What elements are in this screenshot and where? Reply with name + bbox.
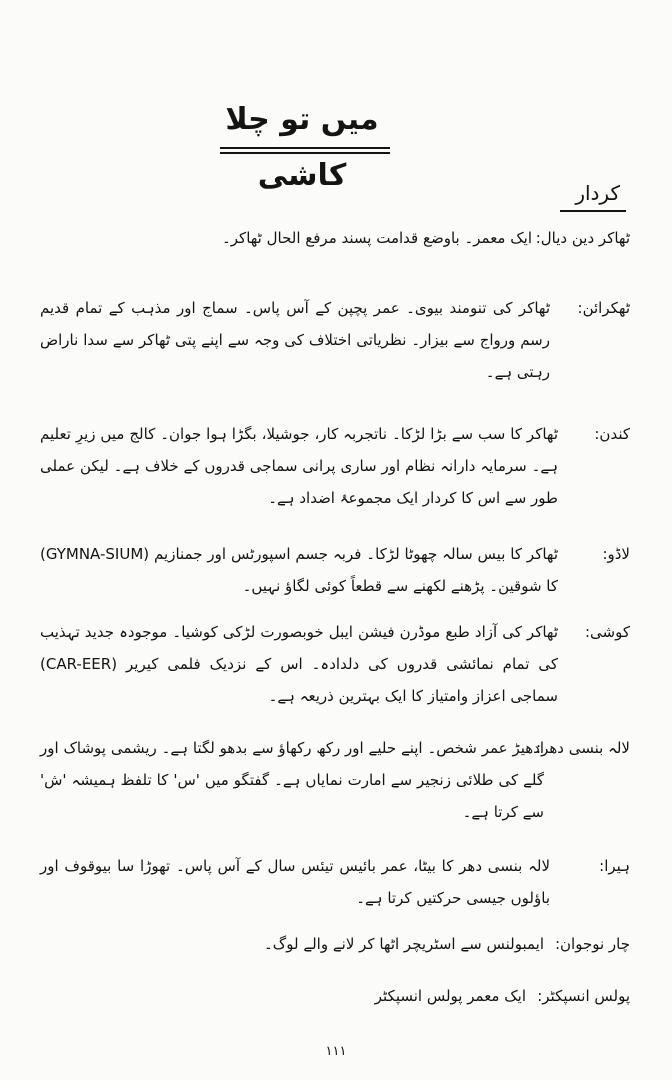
character-description: ایمبولنس سے اسٹریچر اٹھا کر لانے والے لوگ۔ [264,935,544,953]
character-description: ٹھاکر کا سب سے بڑا لڑکا۔ ناتجربہ کار، جوشیلا، بگڑا ہوا جوان۔ کالج میں زیرِ تعلیم ہے۔ سرمایہ دارانہ نظام اور ساری پرانی سماجی قدروں کے خلاف ہے۔ لیکن عملی طور سے اس کا کردار ایک مجموعۂ اضداد ہے۔ [40,425,558,507]
character-description: ایک معمر۔ باوضع قدامت پسند مرفع الحال ٹھاکر۔ [221,229,532,247]
character-entry [40,980,630,1014]
character-entry [40,538,630,610]
character-description: ادھیڑ عمر شخص۔ اپنے حلیے اور رکھ رکھاؤ سے بدھو لگتا ہے۔ ریشمی پوشاک اور گلے کی طلائی زنجیر سے امارت نمایاں ہے۔ گفتگو میں 'س' کا تلفظ ہمیشہ 'ش' سے کرتا ہے۔ [40,739,544,821]
character-description: ٹھاکر کا بیس سالہ چھوٹا لڑکا۔ فربہ جسم اسپورٹس اور جمنازیم (GYMNA-SIUM) کا شوقین۔ پڑھنے لکھنے سے قطعاً کوئی لگاؤ نہیں۔ [40,545,558,595]
character-entry [40,850,630,922]
character-entry [40,418,630,530]
character-description: لالہ بنسی دھر کا بیٹا، عمر بائیس تیئس سال کے آس پاس۔ تھوڑا سا بیوقوف اور باؤلوں جیسی حرکتیں کرتا ہے۔ [40,857,550,907]
character-entry [40,616,630,726]
character-name: لالہ بنسی دھر: [536,739,630,757]
section-heading: کردار [575,181,620,205]
character-description: ٹھاکر کی تنومند بیوی۔ عمر پچپن کے آس پاس۔ سماج اور مذہب کے تمام قدیم رسم ورواج سے بیزار۔ نظریاتی اختلاف کی وجہ سے اپنے پتی ٹھاکر سے سدا ناراض رہتی ہے۔ [40,299,550,381]
character-entry [40,222,630,256]
title-underline [220,147,390,149]
character-description: ٹھاکر کی آزاد طبع موڈرن فیشن ایبل خوبصورت لڑکی کوشیا۔ موجودہ جدید تہذیب کی تمام نمائشی قدروں کی دلدادہ۔ اس کے نزدیک فلمی کیریر (CAR-EER) سماجی اعزاز وامتیاز کا ایک بہترین ذریعہ ہے۔ [40,623,558,705]
character-entry [40,292,630,402]
character-name: پولس انسپکٹر: [537,987,630,1005]
character-name: ہیرا: [599,857,630,875]
character-name: کوشی: [584,623,630,641]
character-entry [40,928,630,962]
character-description: ایک معمر پولس انسپکٹر [374,987,526,1005]
title-underline-second [220,152,390,154]
character-name: لاڈو: [602,545,630,563]
character-name: ٹھکرائن: [577,299,630,317]
page-title: میں تو چلا کاشی [225,102,379,193]
section-heading-underline [560,210,626,212]
character-entry [40,732,630,840]
character-name: کندن: [594,425,630,443]
character-name: ٹھاکر دین دیال: [535,229,630,247]
page-number: ۱۱۱ [325,1044,347,1059]
character-name: چار نوجوان: [554,935,630,953]
